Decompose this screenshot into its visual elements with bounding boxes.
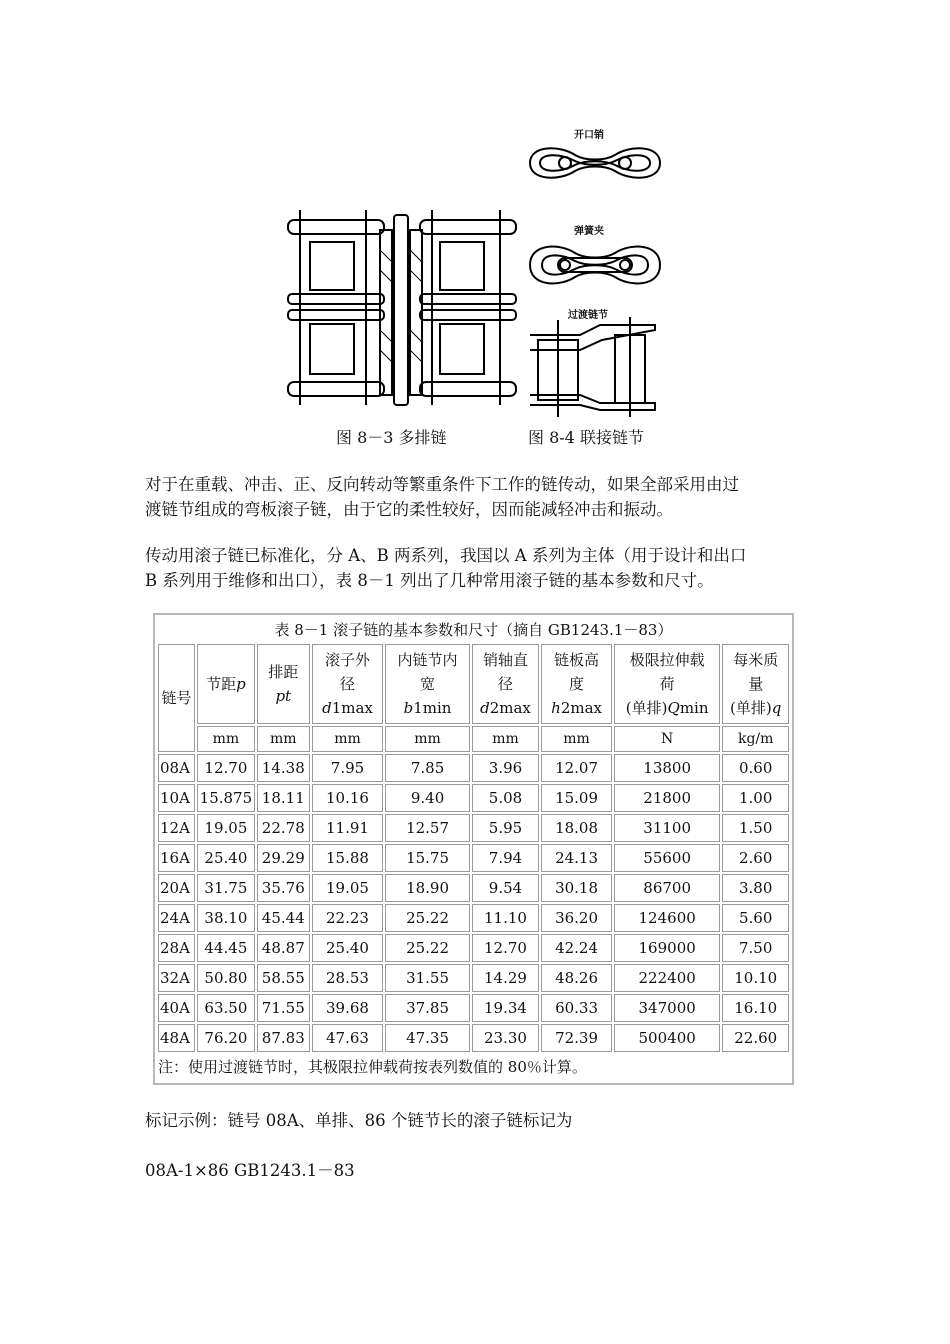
paragraph-line: B 系列用于维修和出口），表 8－1 列出了几种常用滚子链的基本参数和尺寸。 (145, 571, 714, 590)
table-cell: 36.20 (541, 904, 612, 932)
table-cell: 31100 (614, 814, 721, 842)
header-row-pitch: 排距 pt (257, 644, 310, 724)
table-cell: 44.45 (197, 934, 255, 962)
chain-code-cell: 24A (158, 904, 195, 932)
table-row (158, 784, 789, 812)
header-plate-height: 链板高 度 h2max (541, 644, 612, 724)
paragraph-line: 传动用滚子链已标准化，分 A、B 两系列，我国以 A 系列为主体（用于设计和出口 (145, 546, 747, 565)
table-cell: 7.94 (472, 844, 540, 872)
table-cell: 18.11 (257, 784, 310, 812)
table-cell: 16.10 (722, 994, 789, 1022)
table-cell: 13800 (614, 754, 721, 782)
table-cell: 19.34 (472, 994, 540, 1022)
table-row (158, 964, 789, 992)
figure-multi-row-chain (280, 200, 520, 425)
table-cell: 58.55 (257, 964, 310, 992)
paragraph-heavy-load (145, 472, 825, 522)
table-cell: 15.75 (385, 844, 469, 872)
paragraph-standardization (145, 543, 825, 593)
table-cell: 11.10 (472, 904, 540, 932)
table-cell: 500400 (614, 1024, 721, 1052)
table-cell: 7.50 (722, 934, 789, 962)
table-cell: 5.08 (472, 784, 540, 812)
table-row (158, 934, 789, 962)
unit-cell: kg/m (722, 726, 789, 752)
table-cell: 38.10 (197, 904, 255, 932)
table-cell: 24.13 (541, 844, 612, 872)
table-cell: 37.85 (385, 994, 469, 1022)
unit-cell: mm (472, 726, 540, 752)
unit-cell: mm (312, 726, 384, 752)
table-cell: 50.80 (197, 964, 255, 992)
table-cell: 76.20 (197, 1024, 255, 1052)
figure-8-4-caption: 图 8-4 联接链节 (528, 428, 644, 447)
table-cell: 87.83 (257, 1024, 310, 1052)
table-cell: 30.18 (541, 874, 612, 902)
table-cell: 5.60 (722, 904, 789, 932)
table-cell: 3.80 (722, 874, 789, 902)
table-cell: 12.70 (197, 754, 255, 782)
header-tensile-load: 极限拉伸载 荷 (单排)Qmin (614, 644, 721, 724)
table-cell: 31.75 (197, 874, 255, 902)
chain-code-cell: 20A (158, 874, 195, 902)
label-cotter-pin: 开口销 (574, 130, 604, 141)
table-row (158, 814, 789, 842)
header-chain-code: 链号 (158, 644, 195, 752)
chain-code-cell: 10A (158, 784, 195, 812)
table-cell: 1.00 (722, 784, 789, 812)
chain-code-cell: 48A (158, 1024, 195, 1052)
table-row (158, 1024, 789, 1052)
table-cell: 21800 (614, 784, 721, 812)
unit-cell: mm (541, 726, 612, 752)
header-inner-width: 内链节内 宽 b1min (385, 644, 469, 724)
chain-code-cell: 28A (158, 934, 195, 962)
table-cell: 23.30 (472, 1024, 540, 1052)
table-title: 表 8－1 滚子链的基本参数和尺寸（摘自 GB1243.1－83） (274, 621, 673, 639)
paragraph-line: 渡链节组成的弯板滚子链，由于它的柔性较好，因而能减轻冲击和振动。 (145, 500, 673, 519)
table-cell: 22.78 (257, 814, 310, 842)
table-cell: 42.24 (541, 934, 612, 962)
table-cell: 347000 (614, 994, 721, 1022)
table-cell: 169000 (614, 934, 721, 962)
table-cell: 39.68 (312, 994, 384, 1022)
table-cell: 45.44 (257, 904, 310, 932)
table-cell: 25.40 (197, 844, 255, 872)
table-cell: 15.875 (197, 784, 255, 812)
table-cell: 9.54 (472, 874, 540, 902)
table-cell: 47.63 (312, 1024, 384, 1052)
table-cell: 47.35 (385, 1024, 469, 1052)
table-cell: 19.05 (312, 874, 384, 902)
table-cell: 22.23 (312, 904, 384, 932)
table-cell: 10.16 (312, 784, 384, 812)
table-cell: 15.09 (541, 784, 612, 812)
table-cell: 15.88 (312, 844, 384, 872)
label-spring-clip: 弹簧夹 (574, 226, 604, 237)
table-row (158, 844, 789, 872)
table-cell: 31.55 (385, 964, 469, 992)
table-cell: 124600 (614, 904, 721, 932)
table-cell: 25.22 (385, 904, 469, 932)
unit-cell: mm (385, 726, 469, 752)
chain-code-cell: 16A (158, 844, 195, 872)
header-mass-per-meter: 每米质 量 (单排)q (722, 644, 789, 724)
table-cell: 25.22 (385, 934, 469, 962)
unit-cell: mm (197, 726, 255, 752)
table-cell: 7.95 (312, 754, 384, 782)
table-row (158, 754, 789, 782)
roller-chain-table (153, 613, 794, 1085)
chain-code-cell: 12A (158, 814, 195, 842)
table-cell: 12.57 (385, 814, 469, 842)
table-cell: 72.39 (541, 1024, 612, 1052)
table-cell: 35.76 (257, 874, 310, 902)
table-cell: 19.05 (197, 814, 255, 842)
table-cell: 18.08 (541, 814, 612, 842)
figure-8-3-caption: 图 8－3 多排链 (336, 428, 447, 447)
chain-code-cell: 32A (158, 964, 195, 992)
table-cell: 14.29 (472, 964, 540, 992)
table-cell: 0.60 (722, 754, 789, 782)
table-cell: 28.53 (312, 964, 384, 992)
example-text: 标记示例：链号 08A、单排、86 个链节长的滚子链标记为 (145, 1111, 573, 1130)
table-cell: 12.70 (472, 934, 540, 962)
table-cell: 25.40 (312, 934, 384, 962)
table-cell: 71.55 (257, 994, 310, 1022)
table-note: 注：使用过渡链节时，其极限拉伸载荷按表列数值的 80％计算。 (158, 1058, 587, 1076)
label-transition-link: 过渡链节 (568, 310, 608, 321)
table-cell: 11.91 (312, 814, 384, 842)
table-cell: 86700 (614, 874, 721, 902)
table-cell: 48.87 (257, 934, 310, 962)
header-pin-diameter: 销轴直 径 d2max (472, 644, 540, 724)
table-cell: 22.60 (722, 1024, 789, 1052)
table-row (158, 904, 789, 932)
header-pitch: 节距p (197, 644, 255, 724)
table-cell: 5.95 (472, 814, 540, 842)
table-cell: 48.26 (541, 964, 612, 992)
header-roller-diameter: 滚子外 径 d1max (312, 644, 384, 724)
table-cell: 14.38 (257, 754, 310, 782)
unit-cell: mm (257, 726, 310, 752)
table-cell: 18.90 (385, 874, 469, 902)
table-cell: 3.96 (472, 754, 540, 782)
chain-code-cell: 08A (158, 754, 195, 782)
table-cell: 222400 (614, 964, 721, 992)
table-row (158, 994, 789, 1022)
figure-connecting-links (520, 125, 670, 420)
table-cell: 10.10 (722, 964, 789, 992)
table-cell: 1.50 (722, 814, 789, 842)
table-cell: 9.40 (385, 784, 469, 812)
paragraph-line: 对于在重载、冲击、正、反向转动等繁重条件下工作的链传动，如果全部采用由过 (145, 475, 739, 494)
table-cell: 29.29 (257, 844, 310, 872)
table-cell: 60.33 (541, 994, 612, 1022)
table-cell: 63.50 (197, 994, 255, 1022)
unit-cell: N (614, 726, 721, 752)
table-cell: 55600 (614, 844, 721, 872)
chain-code-cell: 40A (158, 994, 195, 1022)
table-row (158, 874, 789, 902)
table-cell: 7.85 (385, 754, 469, 782)
example-designation: 08A-1×86 GB1243.1－83 (145, 1161, 355, 1180)
table-cell: 2.60 (722, 844, 789, 872)
table-cell: 12.07 (541, 754, 612, 782)
